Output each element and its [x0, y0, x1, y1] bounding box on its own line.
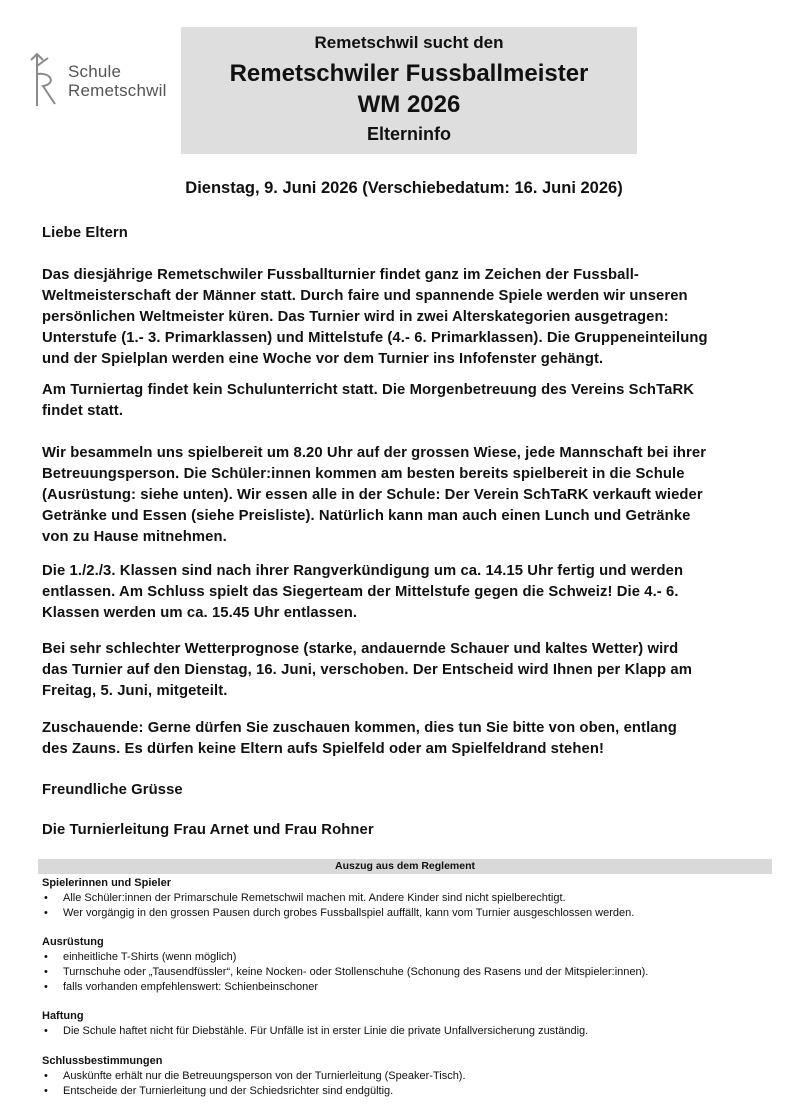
paragraph-line: Klassen werden um ca. 15.45 Uhr entlassen. [42, 605, 358, 621]
section-heading: Haftung [42, 1010, 84, 1022]
bullet: • [44, 966, 48, 978]
paragraph-meeting [42, 443, 782, 548]
bullet: • [44, 907, 48, 919]
list-item-text: Die Schule haftet nicht für Diebstähle. Für Unfälle ist in erster Linie die private Unfallversicherung zuständig. [63, 1025, 589, 1037]
list-item-text: Entscheide der Turnierleitung und der Schiedsrichter sind endgültig. [63, 1085, 394, 1097]
section-heading: Spielerinnen und Spieler [42, 877, 171, 889]
title-subtitle: Elterninfo [367, 124, 451, 144]
section-heading: Ausrüstung [42, 936, 104, 948]
paragraph-line: das Turnier auf den Dienstag, 16. Juni, verschoben. Der Entscheid wird Ihnen per Klapp am [42, 662, 692, 678]
title-box [181, 27, 637, 154]
bullet: • [44, 892, 48, 904]
logo-school-word: Schule [68, 62, 122, 81]
regulations-title: Auszug aus dem Reglement [38, 859, 772, 874]
list-item-text: Auskünfte erhält nur die Betreuungsperson von der Turnierleitung (Speaker-Tisch). [63, 1070, 466, 1082]
list-item-text: Wer vorgängig in den grossen Pausen durch grobes Fussballspiel auffällt, kann vom Turnier ausgeschlossen werden. [63, 907, 635, 919]
list-item [42, 950, 782, 965]
paragraph-line: entlassen. Am Schluss spielt das Siegerteam der Mittelstufe gegen die Schweiz! Die 4.- 6. [42, 584, 679, 600]
paragraph-line: findet statt. [42, 403, 124, 419]
paragraph-spectators [42, 718, 782, 760]
stylized-letter-r-logo-icon [28, 50, 68, 110]
paragraph-line: des Zauns. Es dürfen keine Eltern aufs Spielfeld oder am Spielfeldrand stehen! [42, 741, 604, 757]
paragraph-line: Wir besammeln uns spielbereit um 8.20 Uhr auf der grossen Wiese, jede Mannschaft bei ihrer [42, 445, 707, 461]
paragraph-intro [42, 265, 782, 370]
section-heading: Schlussbestimmungen [42, 1055, 163, 1067]
regulations-section-final-provisions [42, 1054, 782, 1099]
list-item [42, 891, 782, 906]
list-item [42, 980, 782, 995]
list-item-text: einheitliche T-Shirts (wenn möglich) [63, 951, 237, 963]
title-main: Remetschwiler Fussballmeister [229, 60, 589, 87]
signature: Die Turnierleitung Frau Arnet und Frau Rohner [42, 822, 374, 838]
paragraph-line: Freitag, 5. Juni, mitgeteilt. [42, 683, 228, 699]
bullet: • [44, 951, 48, 963]
list-item-text: Turnschuhe oder „Tausendfüssler“, keine Nocken- oder Stollenschuhe (Schonung des Rasens und der Mitspieler:innen). [63, 966, 649, 978]
paragraph-line: von zu Hause mitnehmen. [42, 529, 227, 545]
bullet: • [44, 1070, 48, 1082]
paragraph-line: Die 1./2./3. Klassen sind nach ihrer Rangverkündigung um ca. 14.15 Uhr fertig und werden [42, 563, 684, 579]
event-date: Dienstag, 9. Juni 2026 (Verschiebedatum: 16. Juni 2026) [185, 179, 623, 197]
list-item [42, 1024, 782, 1039]
school-logo [28, 50, 178, 110]
paragraph-line: und der Spielplan werden eine Woche vor dem Turnier ins Infofenster gehängt. [42, 351, 604, 367]
salutation: Liebe Eltern [42, 225, 128, 241]
list-item [42, 1069, 782, 1084]
list-item [42, 965, 782, 980]
paragraph-line: Betreuungsperson. Die Schüler:innen kommen am besten bereits spielbereit in die Schule [42, 466, 685, 482]
paragraph-line: Getränke und Essen (siehe Preisliste). Natürlich kann man auch einen Lunch und Getränke [42, 508, 691, 524]
regulations-section-players [42, 876, 782, 921]
paragraph-school-day [42, 380, 782, 422]
list-item [42, 906, 782, 921]
bullet: • [44, 1085, 48, 1097]
list-item-text: Alle Schüler:innen der Primarschule Remetschwil machen mit. Andere Kinder sind nicht spielberechtigt. [63, 892, 566, 904]
regulations-section-equipment [42, 935, 782, 995]
paragraph-line: (Ausrüstung: siehe unten). Wir essen alle in der Schule: Der Verein SchTaRK verkauft wieder [42, 487, 703, 503]
regulations-section-liability [42, 1009, 782, 1039]
bullet: • [44, 981, 48, 993]
logo-village-name: Remetschwil [68, 81, 167, 100]
paragraph-line: Bei sehr schlechter Wetterprognose (starke, andauernde Schauer und kaltes Wetter) wird [42, 641, 679, 657]
paragraph-line: Unterstufe (1.- 3. Primarklassen) und Mittelstufe (4.- 6. Primarklassen). Die Gruppeneinteilung [42, 330, 708, 346]
list-item-text: falls vorhanden empfehlenswert: Schienbeinschoner [63, 981, 318, 993]
paragraph-line: Das diesjährige Remetschwiler Fussballturnier findet ganz im Zeichen der Fussball- [42, 267, 639, 283]
paragraph-line: Am Turniertag findet kein Schulunterricht statt. Die Morgenbetreuung des Vereins SchTaRK [42, 382, 695, 398]
paragraph-line: Weltmeisterschaft der Männer statt. Durch faire und spannende Spiele werden wir unseren [42, 288, 688, 304]
paragraph-weather [42, 639, 782, 702]
list-item [42, 1084, 782, 1099]
title-intro: Remetschwil sucht den [314, 33, 504, 52]
paragraph-dismissal [42, 561, 782, 624]
paragraph-line: persönlichen Weltmeister küren. Das Turnier wird in zwei Alterskategorien ausgetragen: [42, 309, 669, 325]
title-event: WM 2026 [357, 91, 461, 118]
paragraph-line: Zuschauende: Gerne dürfen Sie zuschauen kommen, dies tun Sie bitte von oben, entlang [42, 720, 677, 736]
bullet: • [44, 1025, 48, 1037]
closing: Freundliche Grüsse [42, 782, 183, 798]
